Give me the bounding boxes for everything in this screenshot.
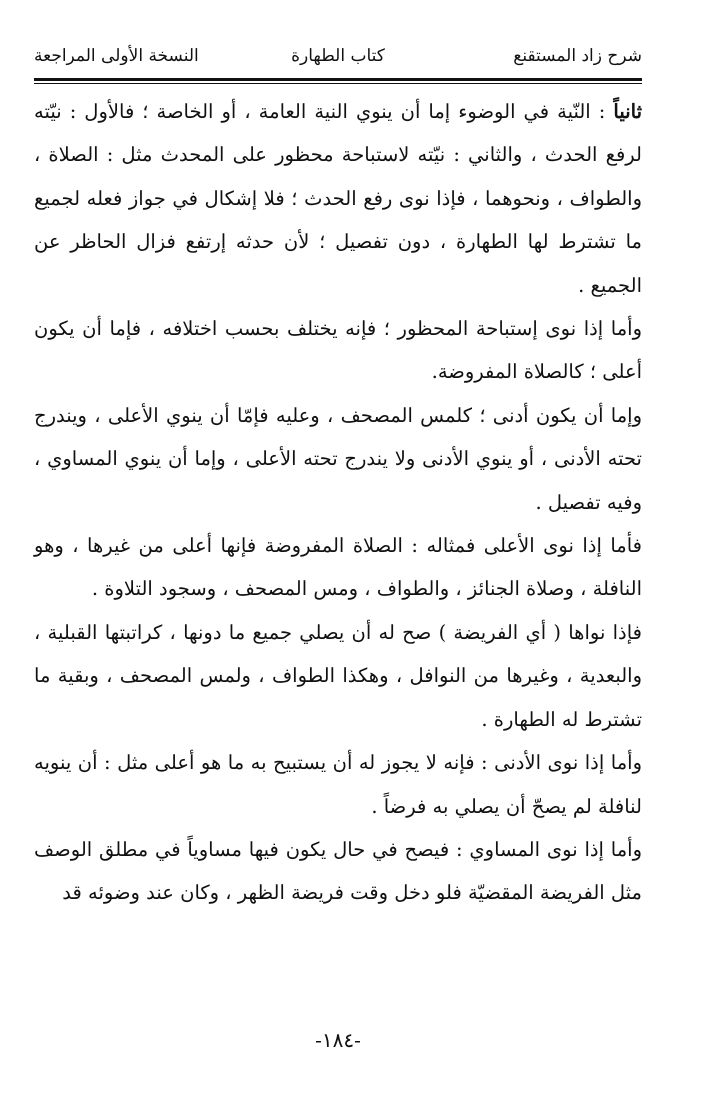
paragraph-text: وإما أن يكون أدنى ؛ كلمس المصحف ، وعليه فإمّا أن ينوي الأعلى ، ويندرج تحته الأدنى ، أو ينوي الأدنى ولا يندرج تحته الأعلى ، وإما أن ينوي المساوي ، وفيه تفصيل .	[34, 403, 642, 514]
document-page	[34, 38, 642, 1058]
header-edition-note: النسخة الأولى المراجعة	[34, 46, 199, 66]
running-header	[34, 38, 642, 78]
paragraph-text: وأما إذا نوى المساوي : فيصح في حال يكون فيها مساوياً في مطلق الوصف مثل الفريضة المقضيّة فلو دخل وقت فريضة الظهر ، وكان عند وضوئه قد	[34, 837, 642, 905]
paragraph-lead: ثانياً	[613, 100, 642, 123]
paragraph	[34, 741, 642, 828]
paragraph	[34, 611, 642, 741]
paragraph-text: وأما إذا نوى الأدنى : فإنه لا يجوز له أن يستبيح به ما هو أعلى مثل : أن ينويه لنافلة لم يصحّ أن يصلي به فرضاً .	[34, 751, 642, 818]
paragraph-text: فإذا نواها ( أي الفريضة ) صح له أن يصلي جميع ما دونها ، كراتبتها القبلية ، والبعدية ، وغيرها من النوافل ، وهكذا الطواف ، ولمس المصحف ، وبقية ما تشترط له الطهارة .	[34, 620, 642, 731]
paragraph	[34, 394, 642, 524]
header-chapter-title: كتاب الطهارة	[291, 46, 385, 66]
paragraph-text: فأما إذا نوى الأعلى فمثاله : الصلاة المفروضة فإنها أعلى من غيرها ، وهو النافلة ، وصلاة الجنائز ، والطواف ، ومس المصحف ، وسجود التلاوة .	[34, 534, 642, 601]
page-number: -١٨٤-	[315, 1028, 361, 1052]
header-rule-thin	[34, 83, 642, 84]
header-rule-thick	[34, 78, 642, 81]
paragraph-text: : النّية في الوضوء إما أن ينوي النية العامة ، أو الخاصة ؛ فالأول : نيّته لرفع الحدث ، والثاني : نيّته لاستباحة محظور على المحدث مثل : الصلاة ، والطواف ، ونحوهما ، فإذا نوى رفع الحدث ؛ فلا إشكال في جواز فعله لجميع ما تشترط لها الطهارة ، دون تفصيل ؛ لأن حدثه إرتفع فزال الحاظر عن الجميع .	[34, 100, 642, 297]
paragraph	[34, 828, 642, 915]
body-text	[34, 90, 642, 915]
paragraph	[34, 307, 642, 394]
paragraph-text: وأما إذا نوى إستباحة المحظور ؛ فإنه يختلف بحسب اختلافه ، فإما أن يكون أعلى ؛ كالصلاة المفروضة.	[34, 317, 642, 384]
header-book-title: شرح زاد المستقنع	[513, 46, 642, 66]
paragraph	[34, 524, 642, 611]
paragraph	[34, 90, 642, 307]
